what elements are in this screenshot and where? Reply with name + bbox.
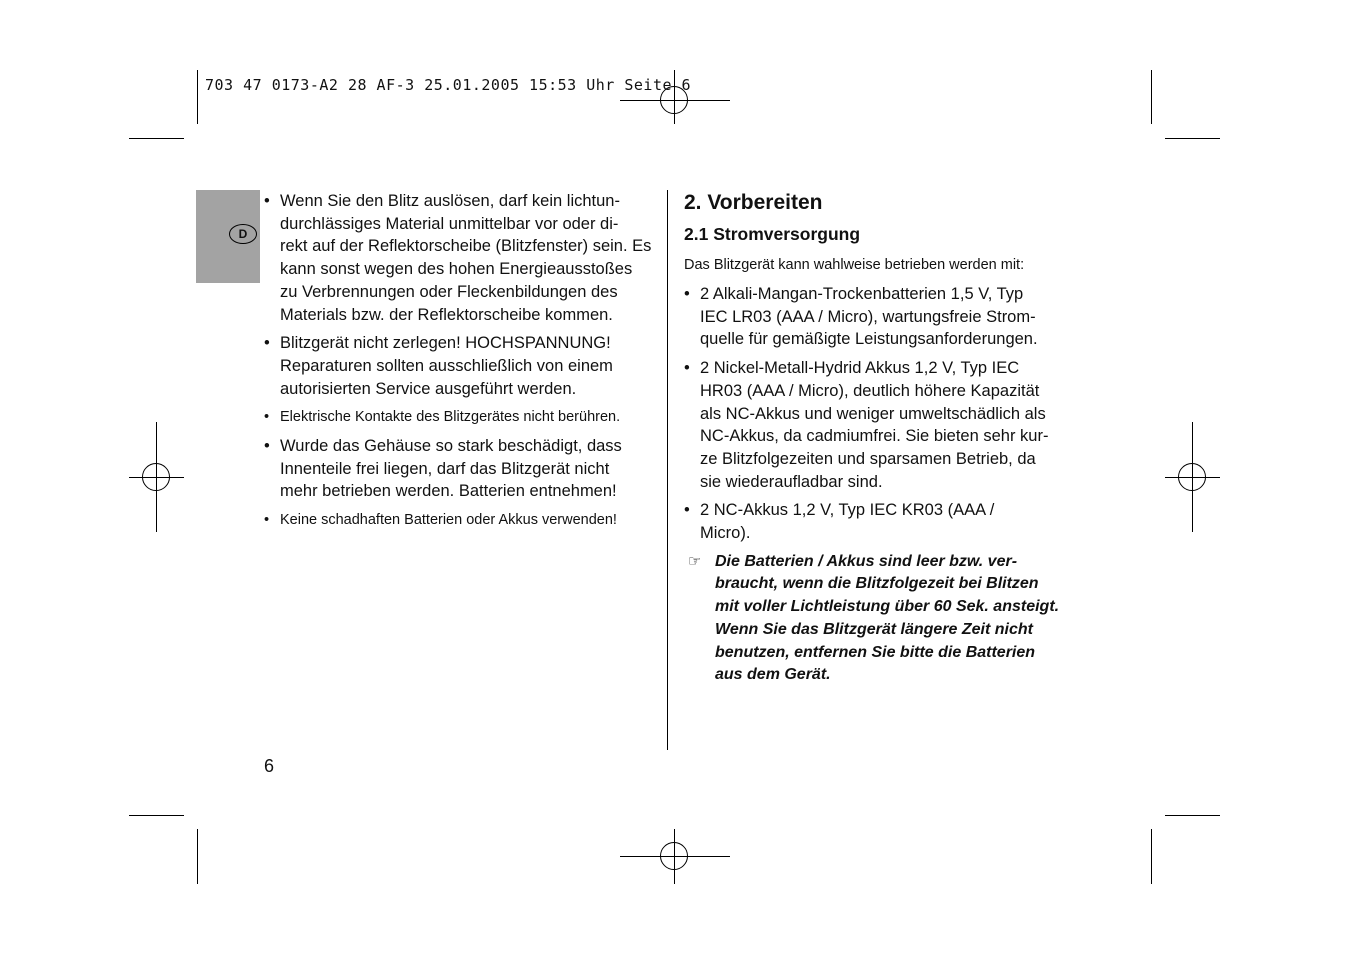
- right-column: [684, 190, 1079, 687]
- battery-note: [684, 551, 1079, 687]
- intro-text: Das Blitzgerät kann wahlweise betrieben werden mit:: [684, 257, 1025, 273]
- registration-mark: [142, 463, 170, 491]
- bullet-text: 2 Nickel-Metall-Hydrid Akkus 1,2 V, Typ IEC HR03 (AAA / Micro), deutlich höhere Kapazität als NC-Akkus und weniger umweltschädlich als NC-Akkus, da cadmiumfrei. Sie bieten sehr kur- ze Blitzfolgezeiten und sparsamen Betrieb, da sie wiederaufladbar sind.: [700, 359, 1049, 491]
- power-option-bullet: [684, 283, 1079, 351]
- section-heading: 2. Vorbereiten: [684, 191, 823, 214]
- left-column: [264, 190, 654, 532]
- bullet-icon: •: [264, 192, 270, 210]
- safety-bullet: [264, 509, 654, 532]
- language-tab-letter: D: [229, 224, 257, 244]
- bullet-icon: •: [264, 512, 270, 529]
- registration-mark: [1178, 463, 1206, 491]
- print-slug: 703 47 0173-A2 28 AF-3 25.01.2005 15:53 Uhr Seite 6: [205, 76, 692, 94]
- bullet-text: Wenn Sie den Blitz auslösen, darf kein lichtun- durchlässiges Material unmittelbar vor oder di- rekt auf der Reflektorscheibe (Blitzfenster) sein. Es kann sonst wegen des hohen Energieausstoßes zu Verbrennungen oder Fleckenbildungen des Materials bzw. der Reflektorscheibe kommen.: [280, 192, 652, 324]
- bullet-text: Wurde das Gehäuse so stark beschädigt, dass Innenteile frei liegen, darf das Blitzgerät nicht mehr betrieben werden. Batterien entnehmen!: [280, 437, 622, 501]
- registration-mark: [660, 842, 688, 870]
- bullet-icon: •: [264, 409, 270, 426]
- power-option-bullet: [684, 499, 1079, 544]
- crop-mark: [197, 829, 198, 884]
- safety-bullet: [264, 190, 654, 326]
- crop-mark: [129, 815, 184, 816]
- bullet-icon: •: [264, 437, 270, 456]
- power-option-bullet: [684, 357, 1079, 493]
- safety-bullet: [264, 332, 654, 400]
- crop-mark: [1151, 70, 1152, 124]
- bullet-icon: •: [684, 501, 690, 520]
- bullet-text: Blitzgerät nicht zerlegen! HOCHSPANNUNG! Reparaturen sollten ausschließlich von einem autorisierten Service ausgeführt werden.: [280, 334, 613, 398]
- pointing-hand-icon: ☞: [688, 552, 702, 570]
- crop-mark: [1165, 138, 1220, 139]
- bullet-text: Keine schadhaften Batterien oder Akkus verwenden!: [280, 512, 617, 529]
- column-divider: [667, 190, 668, 750]
- page-number: 6: [264, 756, 275, 776]
- safety-bullet: [264, 435, 654, 503]
- subsection-heading: 2.1 Stromversorgung: [684, 224, 861, 244]
- bullet-icon: •: [684, 285, 690, 303]
- bullet-text: Elektrische Kontakte des Blitzgerätes nicht berühren.: [280, 409, 621, 426]
- bullet-icon: •: [264, 334, 270, 353]
- crop-mark: [1165, 815, 1220, 816]
- crop-mark: [129, 138, 184, 139]
- bullet-icon: •: [684, 359, 690, 378]
- crop-mark: [197, 70, 198, 124]
- crop-mark: [1151, 829, 1152, 884]
- bullet-text: 2 NC-Akkus 1,2 V, Typ IEC KR03 (AAA / Micro).: [700, 501, 995, 543]
- safety-bullet: [264, 406, 654, 429]
- note-text: Die Batterien / Akkus sind leer bzw. ver- braucht, wenn die Blitzfolgezeit bei Blitzen mit voller Lichtleistung über 60 Sek. ansteigt. Wenn Sie das Blitzgerät längere Zeit nicht benutzen, entfernen Sie bitte die Batterien aus dem Gerät.: [715, 552, 1060, 684]
- bullet-text: 2 Alkali-Mangan-Trockenbatterien 1,5 V, Typ IEC LR03 (AAA / Micro), wartungsfreie Strom- quelle für gemäßigte Leistungsanforderungen.: [700, 285, 1038, 349]
